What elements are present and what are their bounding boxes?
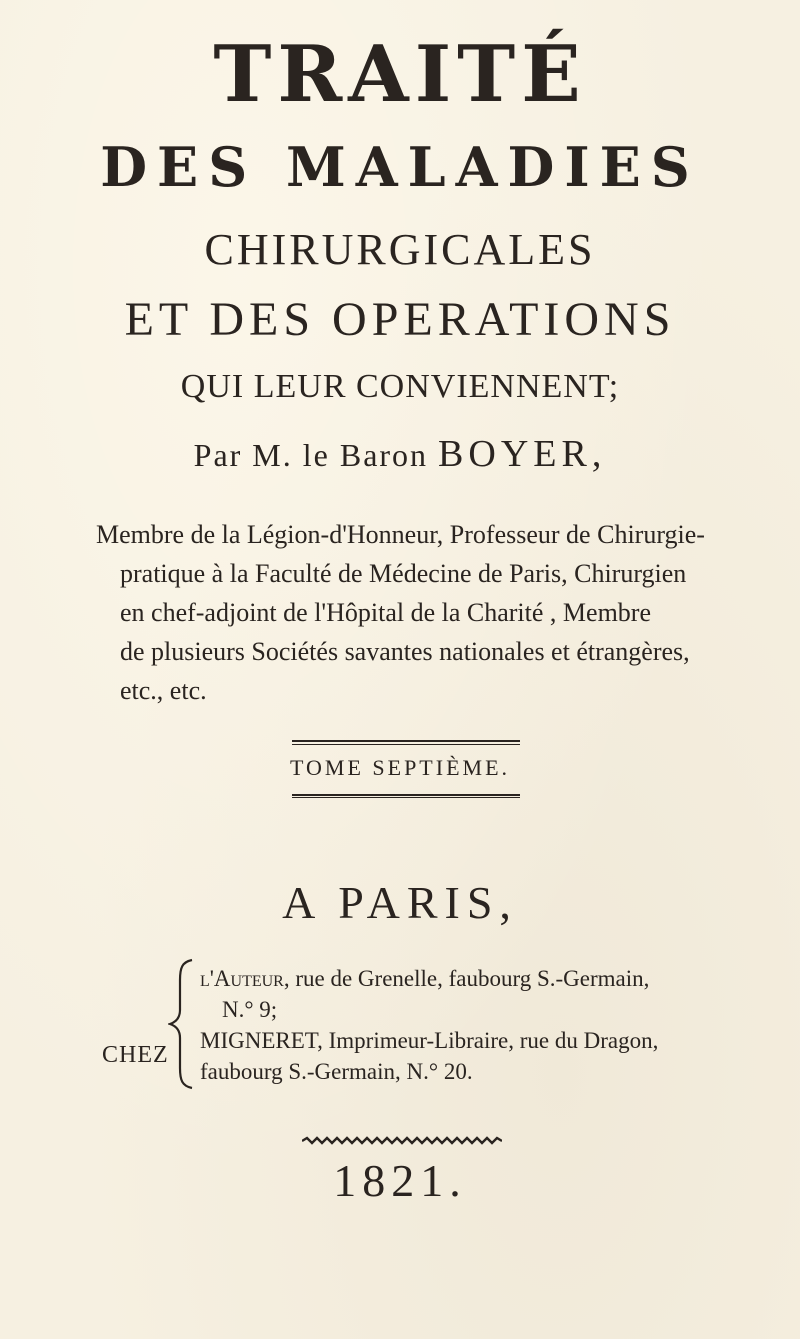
publisher-line: faubourg S.-Germain, N.° 20. (200, 1059, 473, 1084)
description-line: Membre de la Légion-d'Honneur, Professeur de Chirurgie- (96, 520, 705, 549)
publisher-line: N.° 9; (222, 997, 278, 1022)
author-prefix: Par M. le Baron (193, 437, 429, 473)
rule-top (292, 740, 520, 742)
volume-label: TOME SEPTIÈME. (289, 755, 511, 780)
rule-bottom-thin (292, 797, 520, 798)
publisher-author-label: l'Auteur (200, 966, 284, 991)
curly-brace-icon (168, 958, 196, 1090)
description-line: de plusieurs Sociétés savantes nationales et étrangères, (120, 637, 690, 666)
title-line-2: DES MALADIES (100, 135, 700, 199)
title-line-4: ET DES OPERATIONS (124, 293, 676, 346)
author-description (96, 515, 736, 710)
title-line-1: TRAITÉ (213, 29, 587, 120)
publisher-line: MIGNERET, Imprimeur-Libraire, rue du Dragon, (200, 1028, 659, 1053)
author-name: BOYER, (438, 433, 607, 475)
title-line-3: CHIRURGICALES (204, 225, 596, 274)
title-line-5: QUI LEUR CONVIENNENT; (180, 368, 620, 405)
rule-top-thin (292, 744, 520, 745)
author-line (0, 435, 800, 473)
publisher-block (200, 963, 780, 1087)
description-line: etc., etc. (120, 676, 207, 705)
chez-label: CHEZ (102, 1042, 169, 1068)
description-line: pratique à la Faculté de Médecine de Paris, Chirurgien (120, 559, 687, 588)
publisher-author-address: , rue de Grenelle, faubourg S.-Germain, (283, 966, 650, 991)
ornament-rule-icon (302, 1136, 502, 1146)
rule-bottom (292, 794, 520, 796)
publisher-line (200, 963, 780, 994)
imprint-year: 1821. (333, 1155, 467, 1206)
imprint-city: A PARIS, (282, 877, 518, 928)
description-line: en chef-adjoint de l'Hôpital de la Charité , Membre (120, 598, 651, 627)
